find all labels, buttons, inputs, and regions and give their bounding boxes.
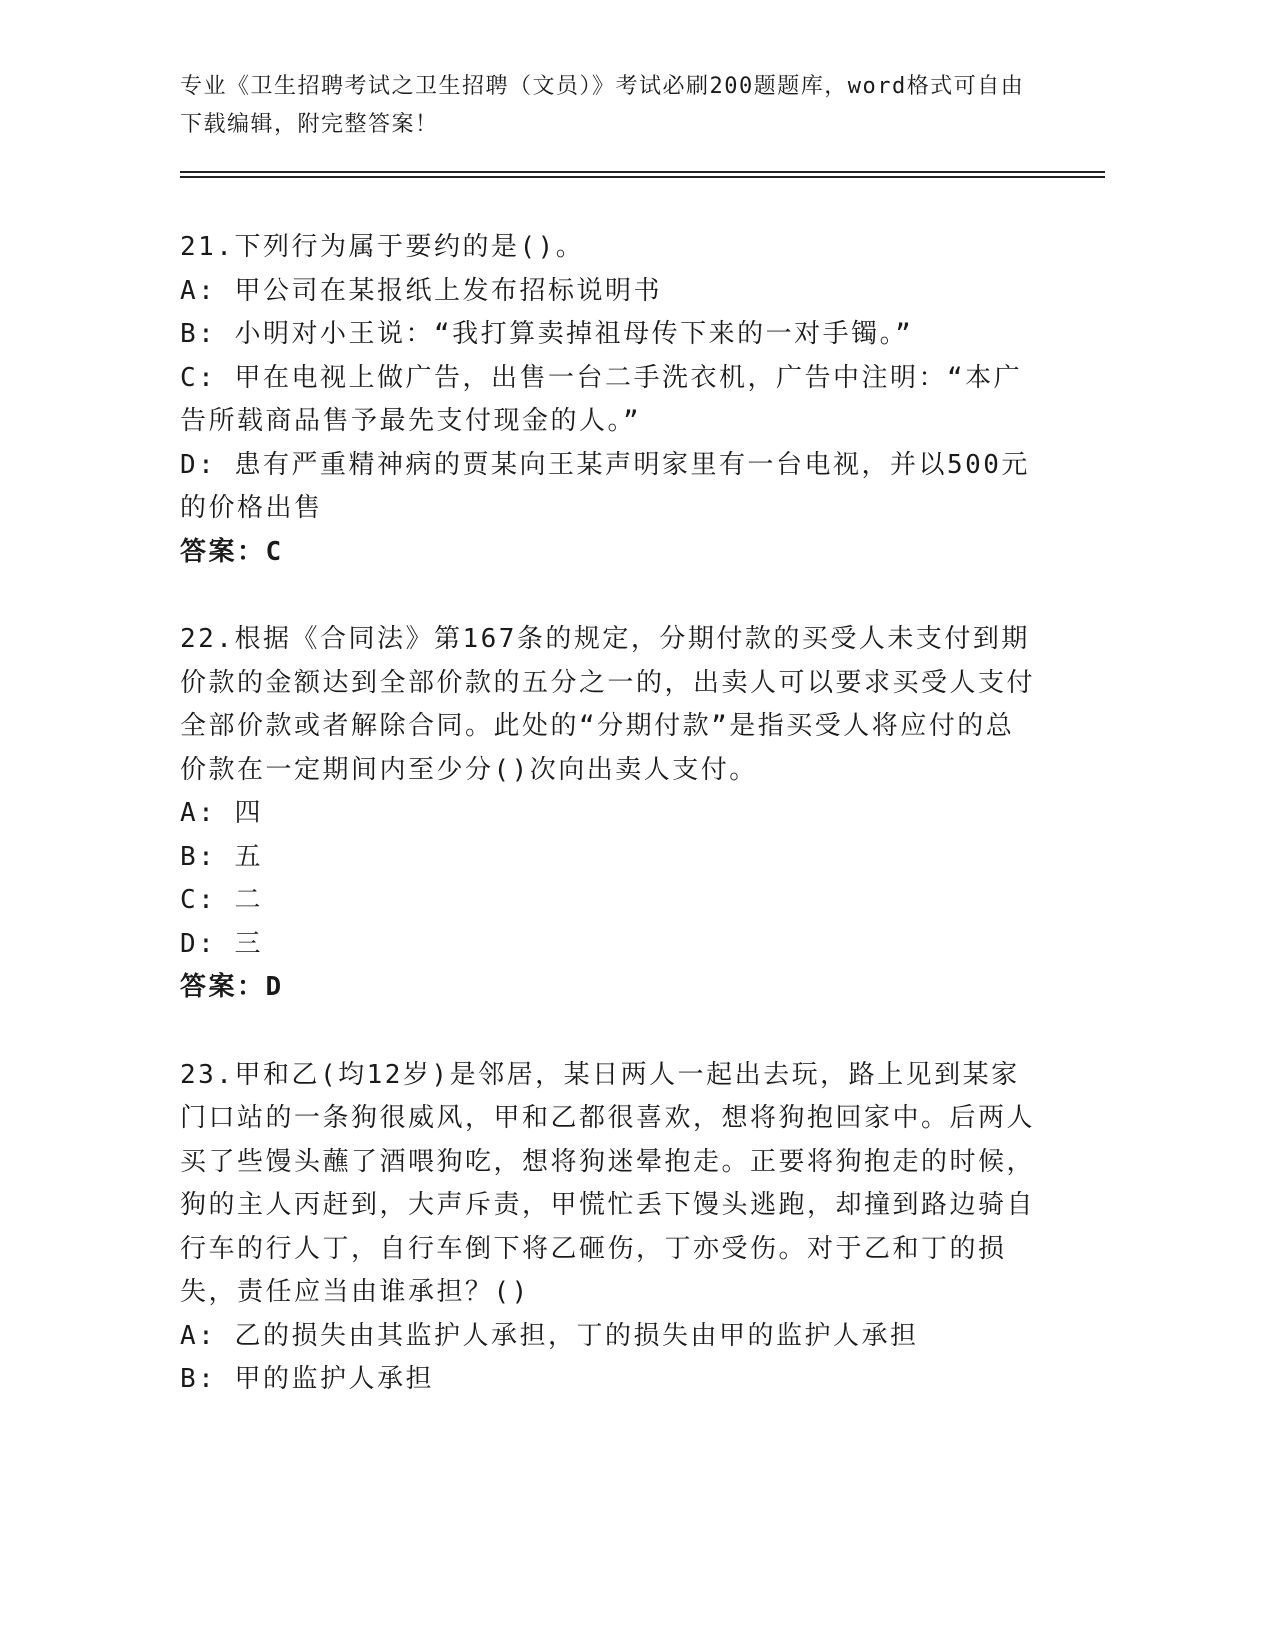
question-stem: 22.根据《合同法》第167条的规定，分期付款的买受人未支付到期价款的金额达到全部价款的五分之一的，出卖人可以要求买受人支付全部价款或者解除合同。此处的“分期付款”是指买受人将应付的总价款在一定期间内至少分()次向出卖人支付。 [180,624,1036,785]
option-c: C: 二 [180,885,263,915]
option-b: B: 五 [180,841,263,872]
option-b: B: 小明对小王说：“我打算卖掉祖母传下来的一对手镯。” [180,319,914,349]
answer-line: 答案：C [180,536,284,567]
option-b: B: 甲的监护人承担 [180,1364,434,1394]
option-d: D: 患有严重精神病的贾某向王某声明家里有一台电视，并以500元的价格出售 [180,449,1030,523]
answer-line: 答案：D [180,972,284,1002]
option-a: A: 四 [180,798,263,828]
question-22 [180,618,1040,1010]
question-23 [180,1054,1040,1402]
option-c: C: 甲在电视上做广告，出售一台二手洗衣机，广告中注明：“本广告所载商品售予最先支付现金的人。” [180,362,1023,436]
question-stem: 23.甲和乙(均12岁)是邻居，某日两人一起出去玩，路上见到某家门口站的一条狗很威风，甲和乙都很喜欢，想将狗抱回家中。后两人买了些馒头蘸了酒喂狗吃，想将狗迷晕抱走。正要将狗抱走的时候，狗的主人丙赶到，大声斥责，甲慌忙丢下馒头逃跑，却撞到路边骑自行车的行人丁，自行车倒下将乙砸伤，丁亦受伤。对于乙和丁的损失，责任应当由谁承担？() [180,1059,1036,1307]
question-21 [180,226,1040,574]
option-a: A: 甲公司在某报纸上发布招标说明书 [180,275,662,306]
question-list [180,226,1040,1446]
header-text: 专业《卫生招聘考试之卫生招聘（文员）》考试必刷200题题库，word格式可自由下载编辑，附完整答案！ [180,74,1025,137]
question-stem: 21.下列行为属于要约的是()。 [180,232,585,262]
option-d: D: 三 [180,928,263,959]
header-divider-top [180,171,1105,173]
document-header [180,68,1030,144]
option-a: A: 乙的损失由其监护人承担，丁的损失由甲的监护人承担 [180,1320,919,1351]
header-divider-bottom [180,176,1105,178]
